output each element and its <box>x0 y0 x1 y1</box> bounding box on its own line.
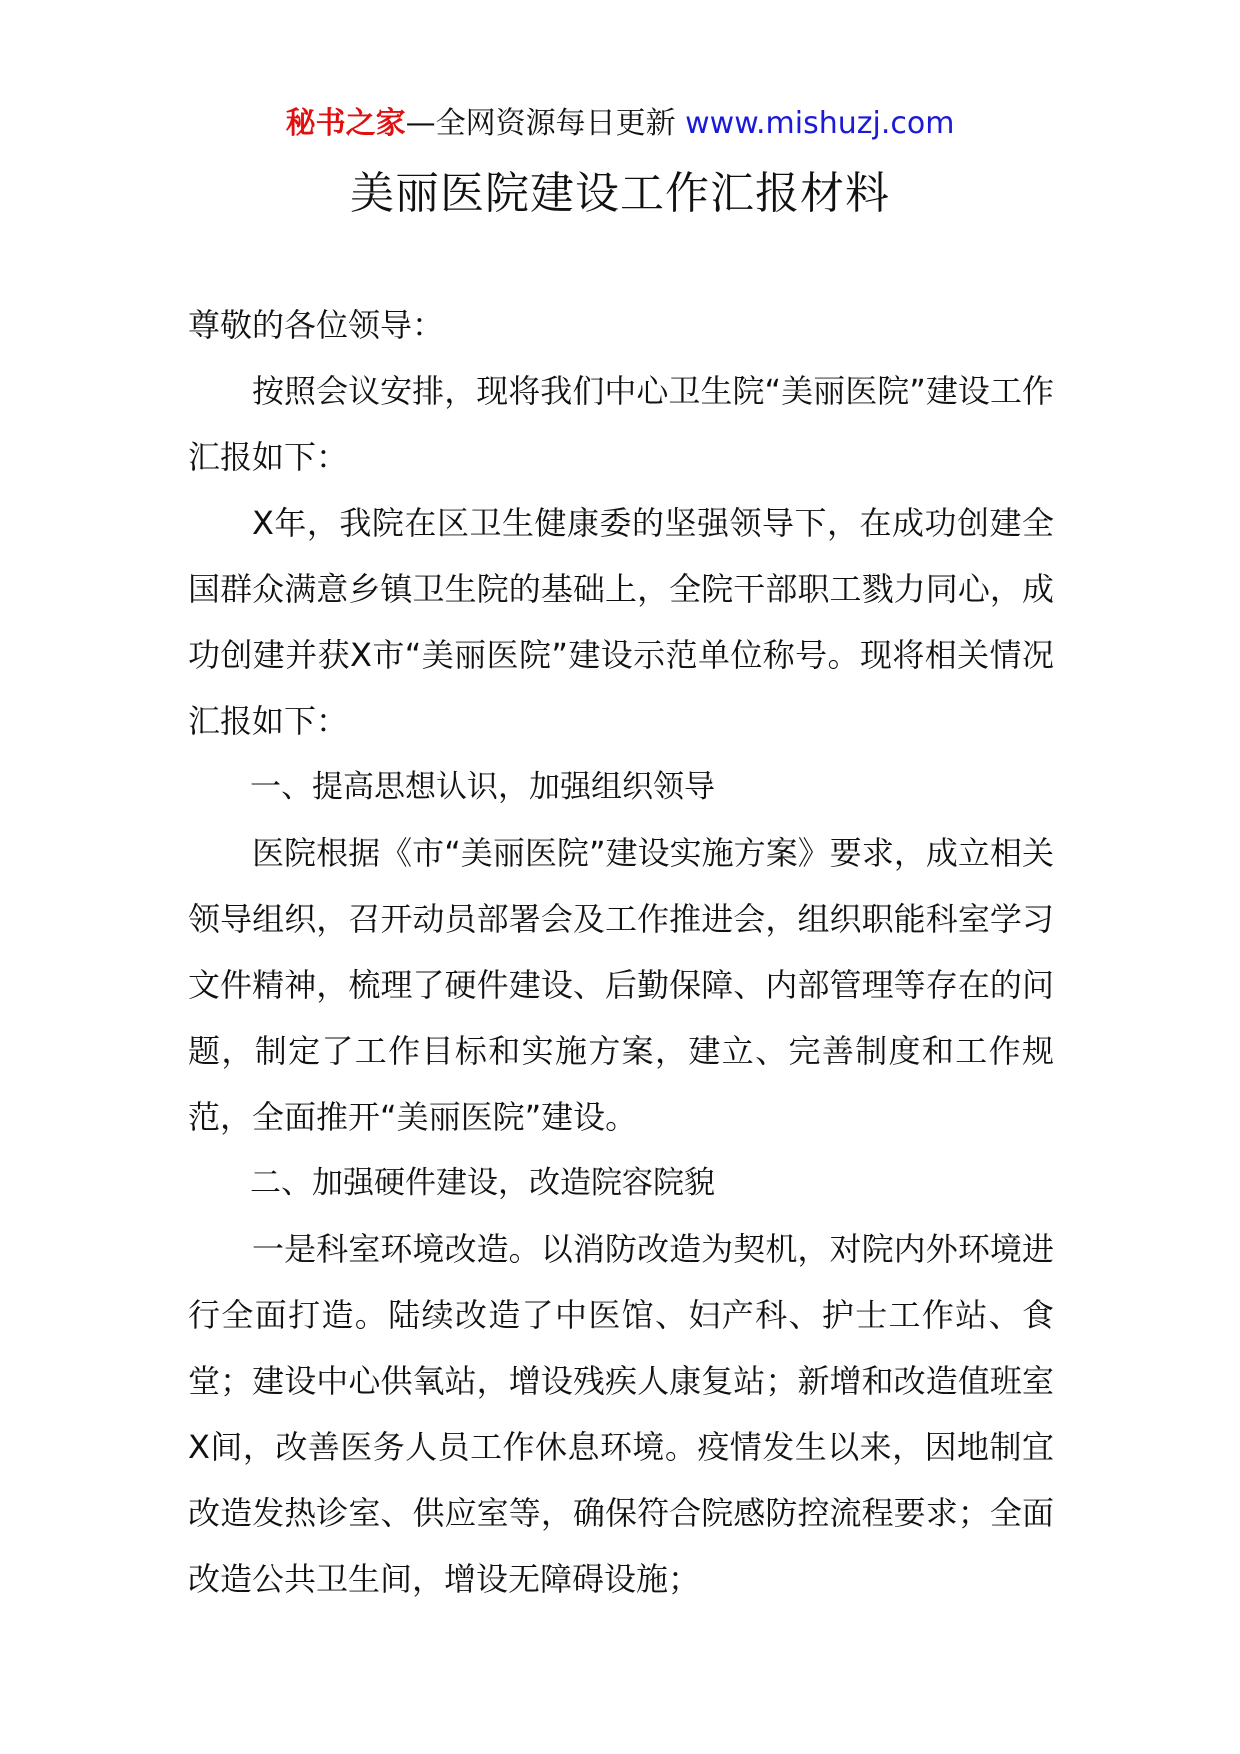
section-heading-1: 一、提高思想认识，加强组织领导 <box>250 769 715 805</box>
site-banner <box>0 104 1240 144</box>
document-body <box>188 292 1054 1612</box>
site-brand: 秘书之家 <box>285 106 406 141</box>
paragraph-section-1: 医院根据《市“美丽医院”建设实施方案》要求，成立相关领导组织，召开动员部署会及工作推进会，组织职能科室学习文件精神，梳理了硬件建设、后勤保障、内部管理等存在的问题，制定了工作目标和实施方案，建立、完善制度和工作规范，全面推开“美丽医院”建设。 <box>188 834 1054 1136</box>
salutation: 尊敬的各位领导： <box>188 306 445 344</box>
document-title: 美丽医院建设工作汇报材料 <box>350 168 890 219</box>
paragraph-intro: 按照会议安排，现将我们中心卫生院“美丽医院”建设工作汇报如下： <box>188 372 1054 476</box>
paragraph-section-2: 一是科室环境改造。以消防改造为契机，对院内外环境进行全面打造。陆续改造了中医馆、妇产科、护士工作站、食堂；建设中心供氧站，增设残疾人康复站；新增和改造值班室X间，改善医务人员工作休息环境。疫情发生以来，因地制宜改造发热诊室、供应室等，确保符合院感防控流程要求；全面改造公共卫生间，增设无障碍设施； <box>188 1230 1054 1598</box>
site-url-link[interactable]: www.mishuzj.com <box>685 106 955 141</box>
section-heading-2: 二、加强硬件建设，改造院容院貌 <box>250 1165 715 1201</box>
paragraph-overview: X年，我院在区卫生健康委的坚强领导下，在成功创建全国群众满意乡镇卫生院的基础上，全院干部职工戮力同心，成功创建并获X市“美丽医院”建设示范单位称号。现将相关情况汇报如下： <box>188 504 1054 740</box>
site-tagline: —全网资源每日更新 <box>405 106 676 141</box>
